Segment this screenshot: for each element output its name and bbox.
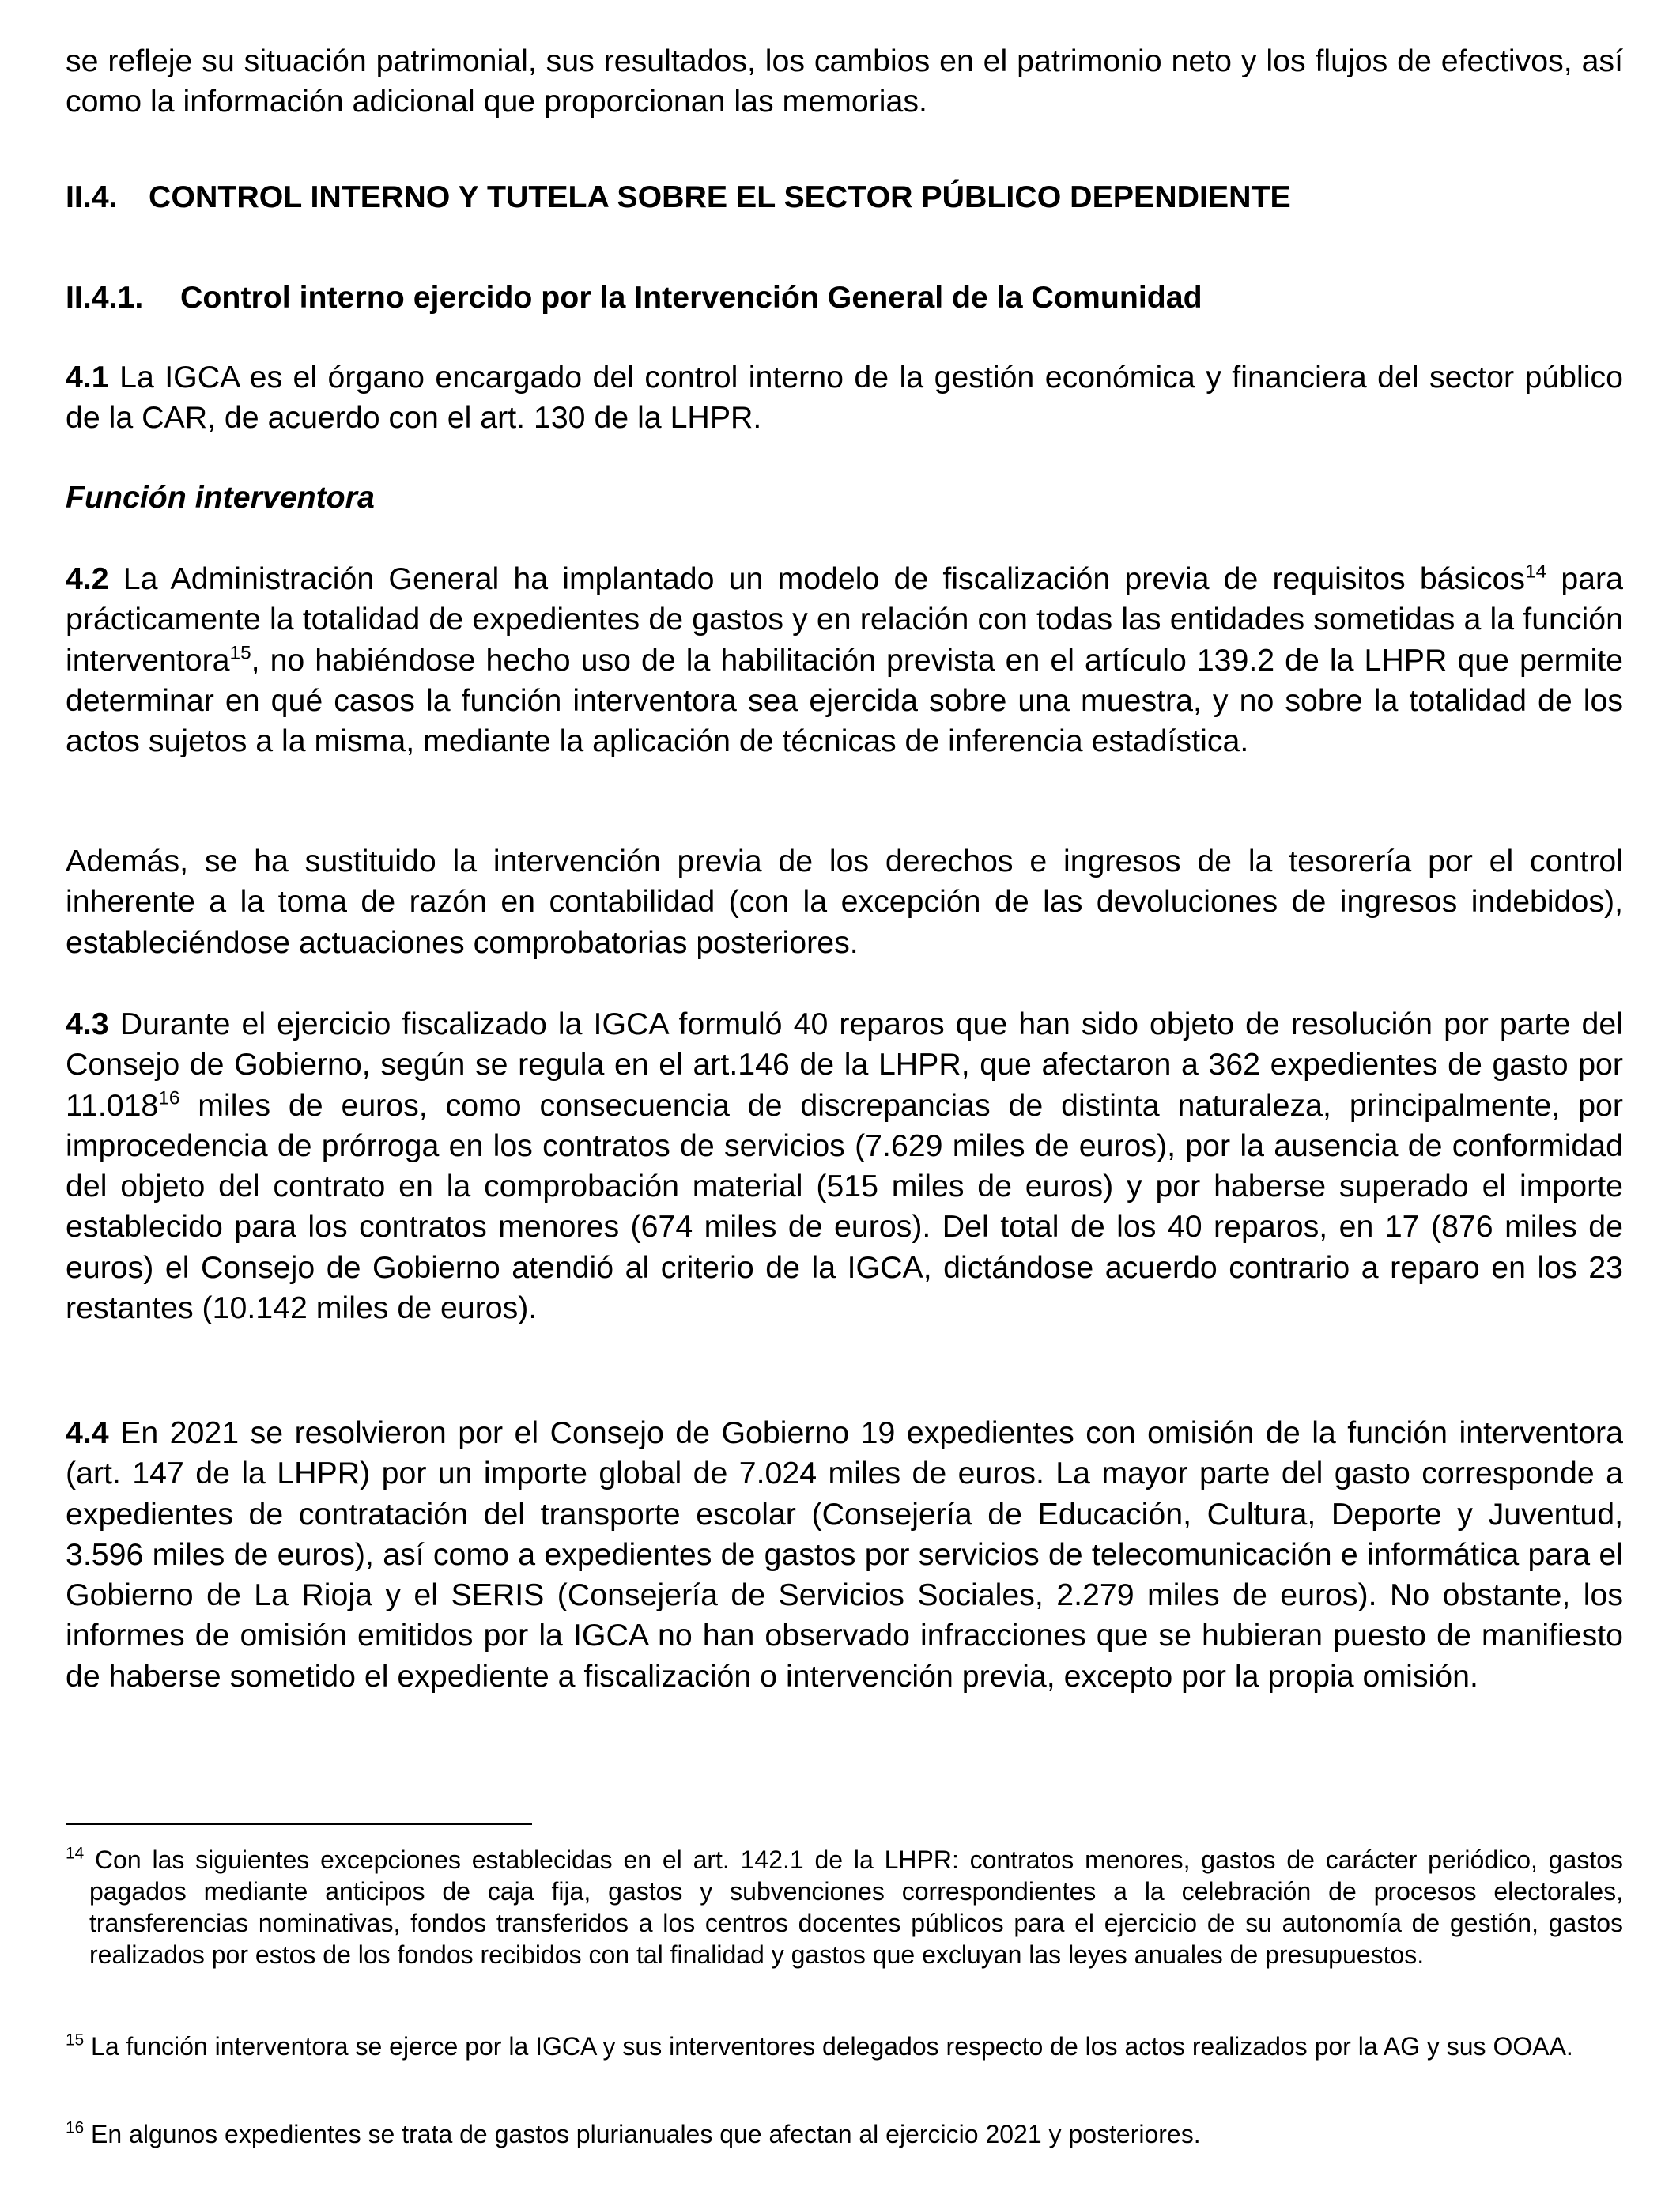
footnote-separator <box>66 1823 532 1825</box>
paragraph-text: La Administración General ha implantado un modelo de fiscalización previa de requisitos básicos <box>108 561 1526 596</box>
paragraph-4-4 <box>66 1413 1623 1697</box>
footnote-15 <box>66 2031 1623 2062</box>
section-title: CONTROL INTERNO Y TUTELA SOBRE EL SECTOR PÚBLICO DEPENDIENTE <box>149 179 1291 214</box>
paragraph-number: 4.2 <box>66 561 109 596</box>
paragraph-number: 4.4 <box>66 1415 109 1450</box>
paragraph-4-2 <box>66 559 1623 761</box>
footnote-ref[interactable]: 14 <box>1525 561 1547 583</box>
footnote-ref[interactable]: 16 <box>158 1086 180 1109</box>
paragraph-text: En 2021 se resolvieron por el Consejo de Gobierno 19 expedientes con omisión de la función interventora (art. 147 de la LHPR) por un importe global de 7.024 miles de euros. La mayor parte del gasto corresponde a expedientes de contratación del transporte escolar (Consejería de Educación, Cultura, Deporte y Juventud, 3.596 miles de euros), así como a expedientes de gastos por servicios de telecomunicación e informática para el Gobierno de La Rioja y el SERIS (Consejería de Servicios Sociales, 2.279 miles de euros). No obstante, los informes de omisión emitidos por la IGCA no han observado infracciones que se hubieran puesto de manifiesto de haberse sometido el expediente a fiscalización o intervención previa, excepto por la propia omisión. <box>66 1415 1623 1694</box>
footnote-text: En algunos expedientes se trata de gastos plurianuales que afectan al ejercicio 2021 y posteriores. <box>84 2120 1201 2148</box>
section-number: II.4. <box>66 179 118 214</box>
paragraph-4-3 <box>66 1004 1623 1328</box>
footnote-text: Con las siguientes excepciones establecidas en el art. 142.1 de la LHPR: contratos menores, gastos de carácter periódico, gastos pagados mediante anticipos de caja fija, gastos y subvenciones correspondientes a la celebración de procesos electorales, transferencias nominativas, fondos transferidos a los centros docentes públicos para el ejercicio de su autonomía de gestión, gastos realizados por estos de los fondos recibidos con tal finalidad y gastos que excluyan las leyes anuales de presupuestos. <box>84 1846 1623 1969</box>
footnote-ref[interactable]: 15 <box>229 641 251 663</box>
subsection-heading <box>66 278 1623 318</box>
paragraph-text: , no habiéndose hecho uso de la habilitación prevista en el artículo 139.2 de la LHPR que permite determinar en qué casos la función interventora sea ejercida sobre una muestra, y no sobre la totalidad de los actos sujetos a la misma, mediante la aplicación de técnicas de inferencia estadística. <box>66 642 1623 759</box>
paragraph-4-1 <box>66 357 1623 439</box>
section-heading <box>66 177 1623 217</box>
subheading-funcion-interventora: Función interventora <box>66 480 375 515</box>
footnote-number: 16 <box>66 2118 85 2137</box>
footnote-text: La función interventora se ejerce por la IGCA y sus interventores delegados respecto de los actos realizados por la AG y sus OOAA. <box>84 2032 1573 2061</box>
paragraph-text: miles de euros, como consecuencia de discrepancias de distinta naturaleza, principalmente, por improcedencia de prórroga en los contratos de servicios (7.629 miles de euros), por la ausencia de conformidad del objeto del contrato en la comprobación material (515 miles de euros) y por haberse superado el importe establecido para los contratos menores (674 miles de euros). Del total de los 40 reparos, en 17 (876 miles de euros) el Consejo de Gobierno atendió al criterio de la IGCA, dictándose acuerdo contrario a reparo en los 23 restantes (10.142 miles de euros). <box>66 1087 1623 1326</box>
paragraph-ademas: Además, se ha sustituido la intervención previa de los derechos e ingresos de la tesorería por el control inherente a la toma de razón en contabilidad (con la excepción de las devoluciones de ingresos indebidos), estableciéndose actuaciones comprobatorias posteriores. <box>66 844 1623 960</box>
subsection-title: Control interno ejercido por la Intervención General de la Comunidad <box>180 280 1202 315</box>
footnote-14 <box>66 1844 1623 1970</box>
paragraph-number: 4.3 <box>66 1007 109 1041</box>
paragraph-text: para prácticamente la totalidad de expedientes de gastos y en relación con todas las entidades sometidas a la función interventora <box>66 561 1623 678</box>
intro-paragraph: se refleje su situación patrimonial, sus resultados, los cambios en el patrimonio neto y los flujos de efectivos, así como la información adicional que proporcionan las memorias. <box>66 43 1623 119</box>
subsection-number: II.4.1. <box>66 280 144 315</box>
footnote-16 <box>66 2118 1623 2150</box>
paragraph-text: La IGCA es el órgano encargado del control interno de la gestión económica y financiera del sector público de la CAR, de acuerdo con el art. 130 de la LHPR. <box>66 360 1623 436</box>
footnote-number: 14 <box>66 1844 85 1863</box>
paragraph-text: Durante el ejercicio fiscalizado la IGCA formuló 40 reparos que han sido objeto de resolución por parte del Consejo de Gobierno, según se regula en el art.146 de la LHPR, que afectaron a 362 expedientes de gasto por 11.018 <box>66 1007 1623 1123</box>
footnote-number: 15 <box>66 2031 85 2050</box>
paragraph-number: 4.1 <box>66 360 109 395</box>
